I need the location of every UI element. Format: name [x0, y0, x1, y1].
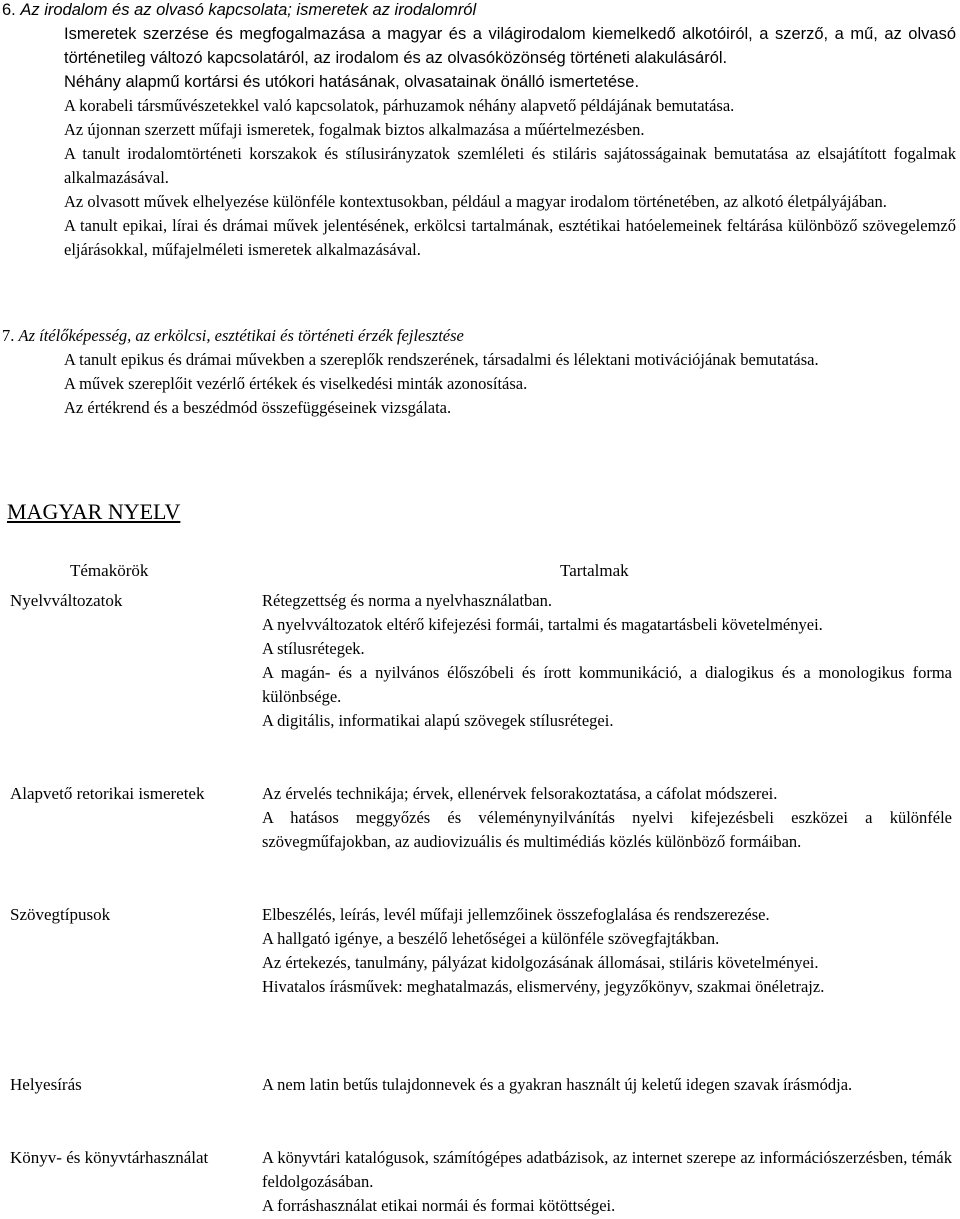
- section-7-heading: [2, 324, 464, 348]
- content-item: A könyvtári katalógusok, számítógépes adatbázisok, az internet szerepe az információszerzésben, témák feldolgozásában.: [262, 1148, 952, 1191]
- topic-contents: [262, 903, 952, 999]
- content-item: A hatásos meggyőzés és véleménynyilvánítás nyelvi kifejezésbeli eszközei a különféle szövegműfajokban, az audiovizuális és multimédiás közlés különböző formáiban.: [262, 808, 952, 851]
- section-6-item: Az újonnan szerzett műfaji ismeretek, fogalmak biztos alkalmazása a műértelmezésben.: [64, 120, 645, 139]
- content-item: A hallgató igénye, a beszélő lehetőségei a különféle szövegfajtákban.: [262, 929, 720, 948]
- section-6-title-rest: ismeretek az irodalomról: [296, 1, 477, 19]
- magyar-nyelv-title: MAGYAR NYELV: [7, 499, 181, 524]
- content-item: Az értekezés, tanulmány, pályázat kidolgozásának állomásai, stiláris követelményei.: [262, 953, 819, 972]
- section-6-body: [64, 22, 956, 262]
- section-7-number: 7.: [2, 326, 15, 345]
- topic-contents: [262, 589, 952, 733]
- topic-contents: [262, 1073, 952, 1097]
- topic-label: Helyesírás: [10, 1075, 82, 1094]
- section-6-item: A korabeli társművészetekkel való kapcsolatok, párhuzamok néhány alapvető példájának bemutatása.: [64, 96, 735, 115]
- content-item: A nem latin betűs tulajdonnevek és a gyakran használt új keletű idegen szavak írásmódja.: [262, 1075, 853, 1094]
- section-7-item: A tanult epikus és drámai művekben a szereplők rendszerének, társadalmi és lélektani motivációjának bemutatása.: [64, 350, 819, 369]
- content-item: Hivatalos írásművek: meghatalmazás, elismervény, jegyzőkönyv, szakmai önéletrajz.: [262, 977, 825, 996]
- section-6-item: Az olvasott művek elhelyezése különféle kontextusokban, például a magyar irodalom történetében, az alkotó életpályájában.: [64, 192, 887, 211]
- content-item: A forráshasználat etikai normái és formai kötöttségei.: [262, 1196, 616, 1215]
- section-7-title: Az ítélőképesség, az erkölcsi, esztétikai és történeti érzék fejlesztése: [18, 326, 464, 345]
- content-item: A stílusrétegek.: [262, 639, 365, 658]
- topic-label: Könyv- és könyvtárhasználat: [10, 1148, 209, 1167]
- content-item: Az érvelés technikája; érvek, ellenérvek felsorakoztatása, a cáfolat módszerei.: [262, 784, 778, 803]
- section-6-item: A tanult epikai, lírai és drámai művek jelentésének, erkölcsi tartalmának, esztétikai hatóelemeinek feltárása különböző szövegelemző eljárásokkal, műfajelméleti ismeretek alkalmazásával.: [64, 216, 956, 259]
- topic-label: Alapvető retorikai ismeretek: [10, 784, 205, 803]
- column-header-topics: Témakörök: [70, 561, 149, 580]
- section-7-body: [64, 348, 956, 420]
- topic-label: Szövegtípusok: [10, 905, 111, 924]
- topic-contents: [262, 1146, 952, 1218]
- section-6-item: Ismeretek szerzése és megfogalmazása a magyar és a világirodalom kiemelkedő alkotóiról, a szerző, a mű, az olvasó történetileg változó kapcsolatáról, az irodalom és az olvasóközönség történeti alakulásáról.: [64, 25, 956, 67]
- topic-contents: [262, 782, 952, 854]
- section-6-item: A tanult irodalomtörténeti korszakok és stílusirányzatok szemléleti és stiláris sajátosságainak bemutatása az elsajátított fogalmak alkalmazásával.: [64, 144, 956, 187]
- column-header-contents: Tartalmak: [560, 561, 629, 580]
- section-7-item: Az értékrend és a beszédmód összefüggéseinek vizsgálata.: [64, 398, 452, 417]
- content-item: Rétegzettség és norma a nyelvhasználatban.: [262, 591, 553, 610]
- content-item: A nyelvváltozatok eltérő kifejezési formái, tartalmi és magatartásbeli követelményei.: [262, 615, 823, 634]
- section-6-item: Néhány alapmű kortársi és utókori hatásának, olvasatainak önálló ismertetése.: [64, 73, 640, 91]
- topic-label: Nyelvváltozatok: [10, 591, 123, 610]
- section-6-number: 6.: [2, 1, 16, 19]
- content-item: Elbeszélés, leírás, levél műfaji jellemzőinek összefoglalása és rendszerezése.: [262, 905, 770, 924]
- section-7-item: A művek szereplőit vezérlő értékek és viselkedési minták azonosítása.: [64, 374, 528, 393]
- section-6-title: Az irodalom és az olvasó kapcsolata;: [20, 1, 292, 19]
- content-item: A digitális, informatikai alapú szövegek stílusrétegei.: [262, 711, 614, 730]
- section-6-heading: [2, 0, 952, 22]
- content-item: A magán- és a nyilvános élőszóbeli és írott kommunikáció, a dialogikus és a monologikus forma különbsége.: [262, 663, 952, 706]
